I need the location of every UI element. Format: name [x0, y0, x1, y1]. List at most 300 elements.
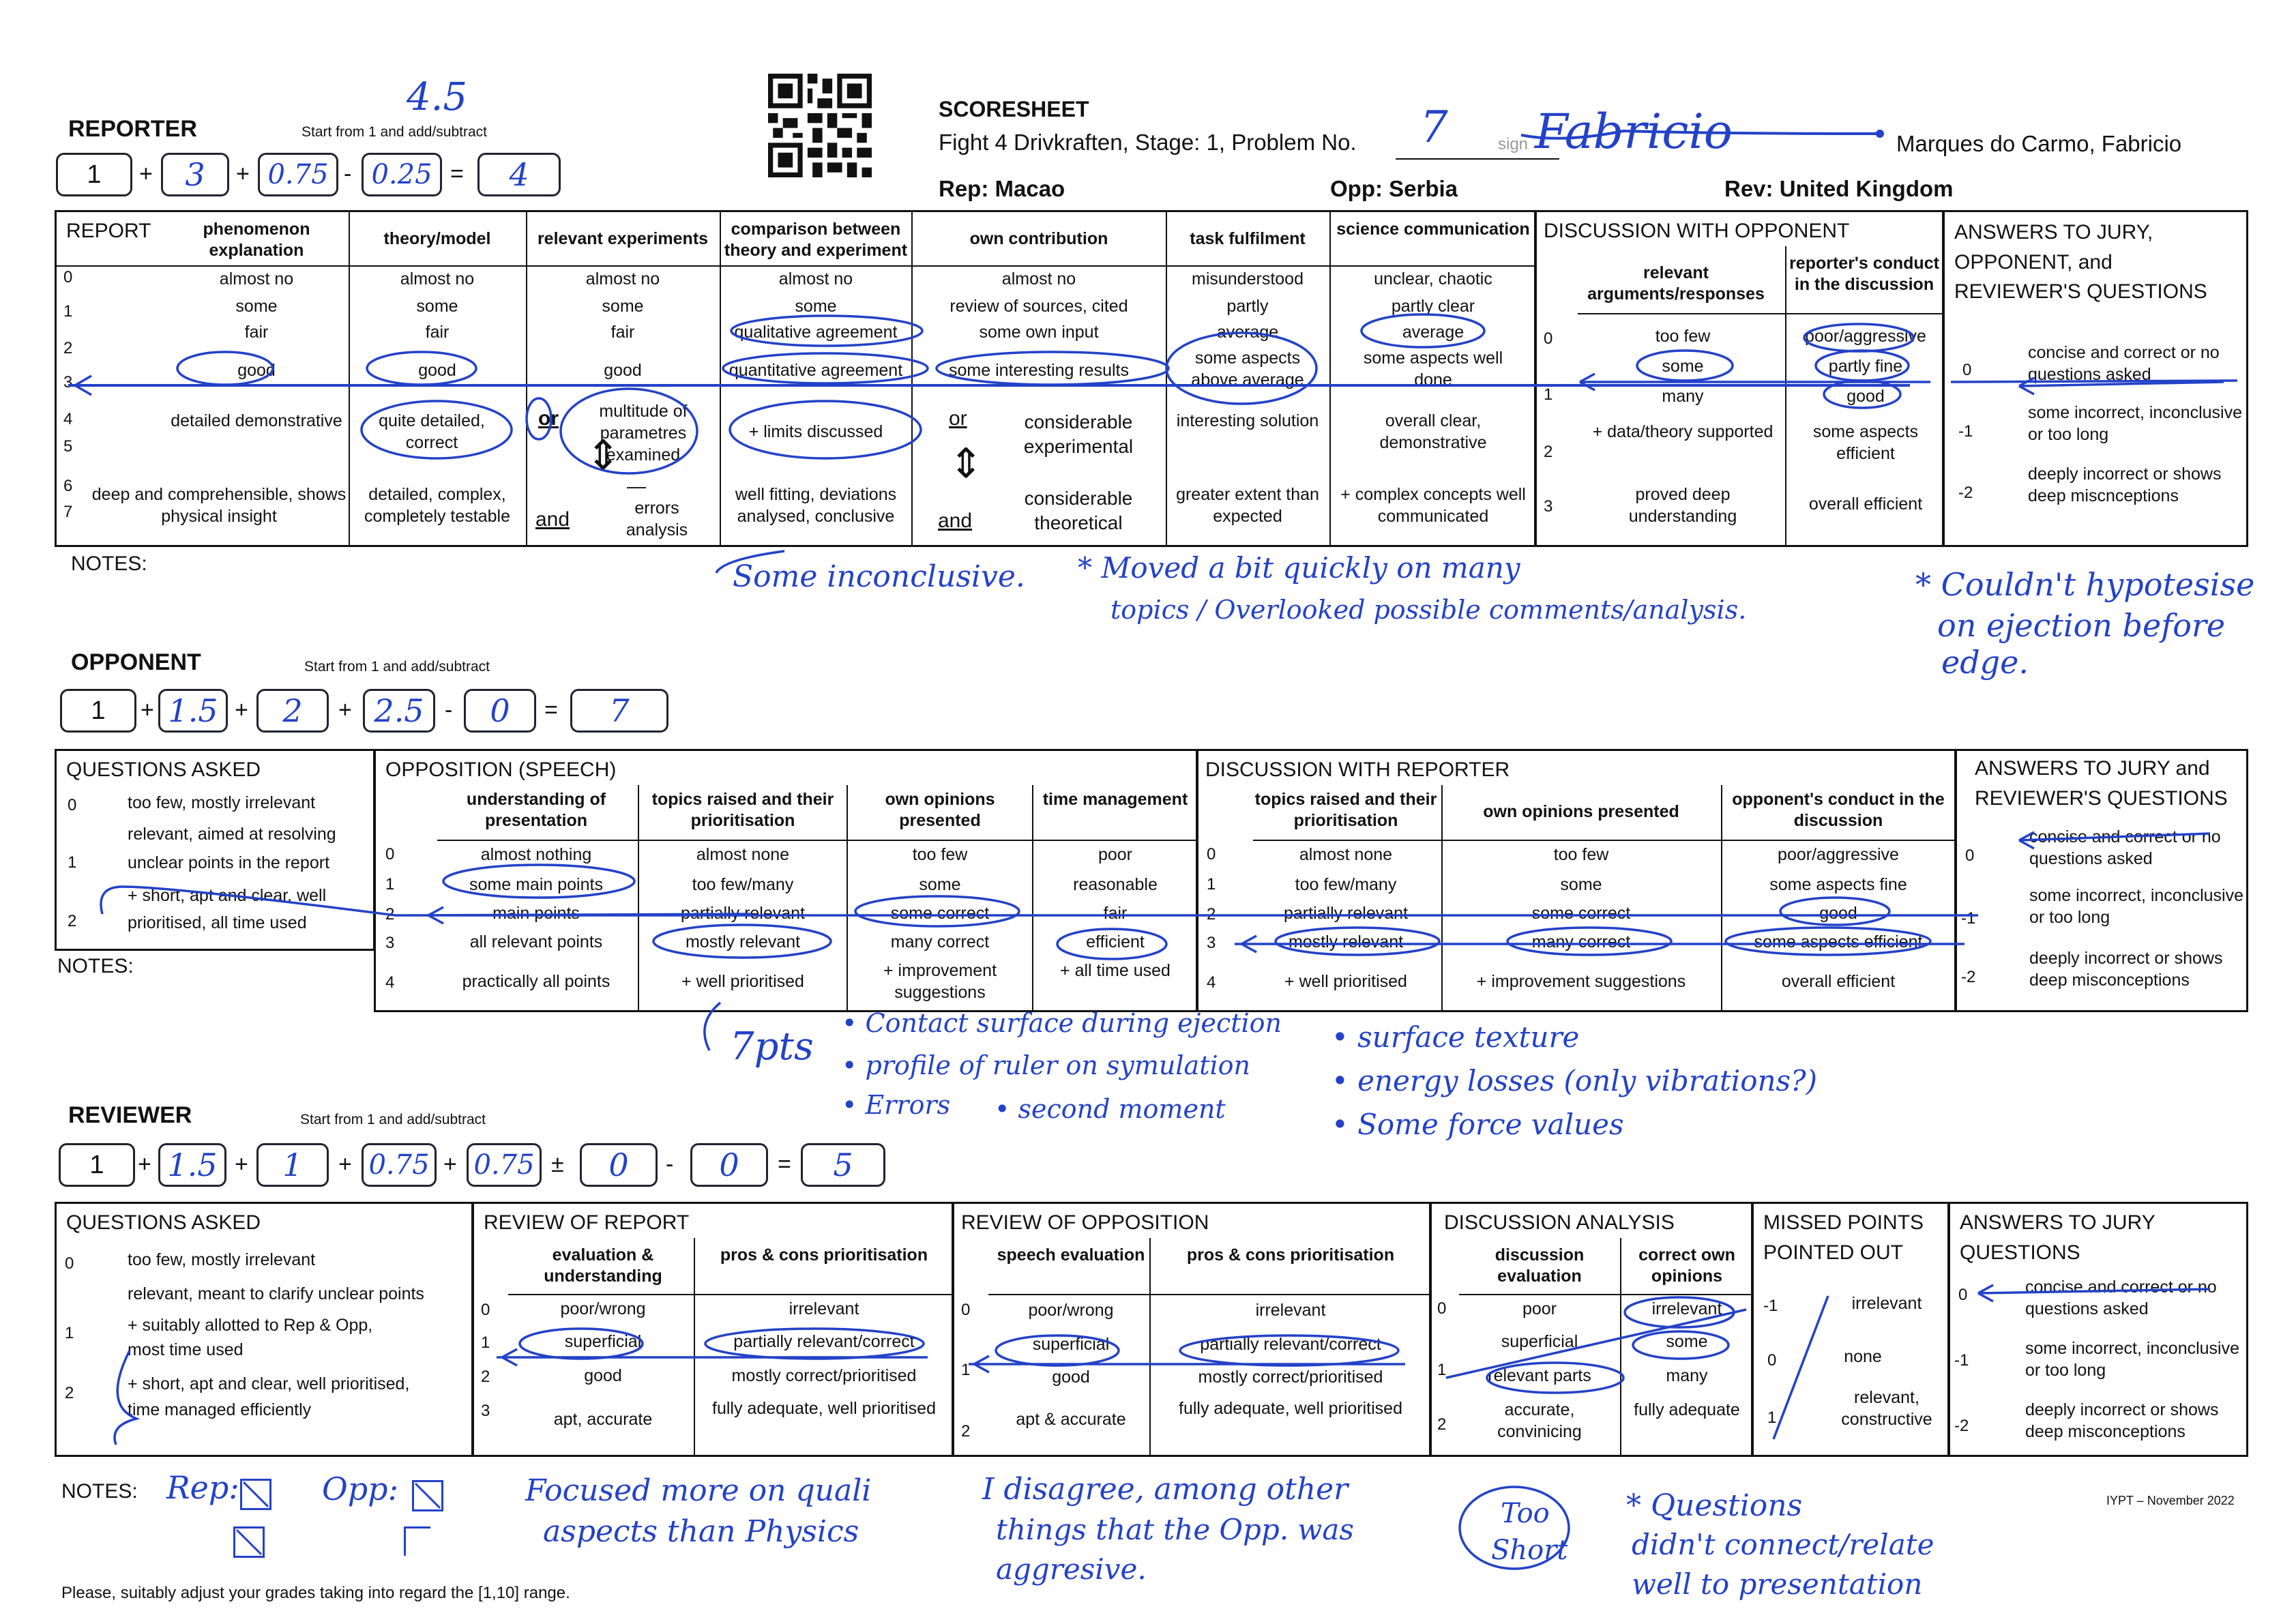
report-cell[interactable]: fair: [425, 323, 450, 342]
col-understanding: understanding of presentation: [466, 790, 606, 831]
reporter-notes-label: NOTES:: [71, 552, 147, 575]
answer-item[interactable]: concise and correct or no questions asked: [2025, 1278, 2217, 1318]
speech-cell[interactable]: reasonable: [1073, 875, 1158, 894]
disc-scale: 0: [1207, 845, 1216, 863]
equals-sign: =: [778, 1151, 791, 1177]
col-science-communication: science communication: [1336, 220, 1530, 239]
col-pros-cons: pros & cons prioritisation: [720, 1245, 928, 1265]
rr-cell[interactable]: poor/wrong: [560, 1299, 646, 1318]
disc-cell[interactable]: some aspects fine: [1769, 875, 1907, 894]
speech-cell[interactable]: + improvement suggestions: [883, 961, 997, 1002]
opp-team: Opp: Serbia: [1330, 176, 1458, 201]
q-score: 0: [68, 796, 77, 814]
disc-cell[interactable]: many: [1662, 387, 1704, 406]
speech-cell[interactable]: too few/many: [692, 875, 794, 894]
disc-scale-0: 0: [1544, 329, 1553, 348]
reviewer-value-box[interactable]: 0.75: [362, 1143, 437, 1187]
ro-cell[interactable]: partially relevant/correct: [1200, 1335, 1381, 1354]
and-label: and: [535, 508, 570, 531]
scale-3: 3: [63, 373, 73, 392]
report-cell[interactable]: average: [1402, 323, 1465, 342]
report-cell[interactable]: well fitting, deviations analysed, conclusive: [735, 485, 897, 526]
question-item[interactable]: relevant, aimed at resolving: [128, 825, 336, 844]
disc-title: DISCUSSION WITH REPORTER: [1205, 758, 1510, 781]
rr-title: REVIEW OF REPORT: [484, 1211, 690, 1234]
report-cell[interactable]: detailed, complex, completely testable: [364, 485, 510, 526]
rr-cell[interactable]: fully adequate, well prioritised: [712, 1399, 936, 1418]
disc-scale-2: 2: [1544, 443, 1553, 461]
reviewer-hw-note: I disagree, among other: [982, 1472, 1349, 1507]
report-cell[interactable]: some: [416, 297, 458, 316]
review-of-opposition-table: [952, 1202, 1431, 1457]
reviewer-hw-note: Too: [1501, 1498, 1550, 1529]
answer-score: -1: [1958, 422, 1973, 441]
da-cell[interactable]: superficial: [1501, 1332, 1578, 1351]
rep-checkbox-2[interactable]: [233, 1526, 265, 1558]
answer-score: -2: [1954, 1417, 1969, 1435]
juror-name: Marques do Carmo, Fabricio: [1896, 131, 2182, 156]
plus-sign: +: [236, 161, 250, 187]
report-cell[interactable]: detailed demonstrative: [171, 411, 342, 430]
reviewer-hint: Start from 1 and add/subtract: [300, 1112, 486, 1127]
questions-title: QUESTIONS ASKED: [66, 1211, 261, 1234]
speech-cell[interactable]: practically all points: [462, 972, 610, 991]
col-topics-raised: topics raised and their prioritisation: [1254, 790, 1437, 831]
opponent-hw-note: • second moment: [995, 1094, 1226, 1124]
missed-points-table: [1752, 1202, 1949, 1457]
problem-number: 7: [1420, 102, 1448, 153]
answer-score: -2: [1958, 484, 1973, 502]
equals-sign: =: [450, 161, 464, 187]
report-cell[interactable]: almost no: [585, 269, 660, 289]
da-scale: 1: [1437, 1361, 1447, 1379]
reviewer-value-box[interactable]: 1: [256, 1143, 329, 1187]
col-relevant-experiments: relevant experiments: [537, 229, 709, 248]
report-cell[interactable]: interesting solution: [1176, 411, 1319, 430]
ro-scale: 2: [961, 1422, 971, 1441]
report-cell[interactable]: some aspects well done: [1363, 349, 1503, 389]
disc-cell[interactable]: some correct: [1531, 904, 1631, 923]
and-label: and: [938, 510, 973, 532]
da-scale: 0: [1437, 1299, 1447, 1318]
speech-cell[interactable]: fair: [1103, 904, 1128, 923]
minus-sign: -: [445, 697, 453, 723]
q-score: 0: [65, 1254, 74, 1273]
opponent-hw-note: • profile of ruler on symulation: [842, 1050, 1250, 1080]
report-cell[interactable]: errors analysis: [625, 499, 688, 540]
rr-scale: 0: [481, 1301, 490, 1319]
reviewer-value-box[interactable]: 0.75: [467, 1143, 542, 1187]
reviewer-hw-note: didn't connect/relate: [1632, 1528, 1934, 1561]
col-own-contribution: own contribution: [969, 229, 1108, 248]
mp-item[interactable]: irrelevant: [1851, 1294, 1922, 1313]
scale-4: 4: [63, 410, 73, 428]
reviewer-value-box[interactable]: 0: [580, 1143, 658, 1187]
scale-5: 5: [63, 437, 73, 456]
answer-score: 0: [1958, 1286, 1968, 1304]
question-item[interactable]: prioritised, all time used: [128, 913, 307, 932]
opponent-start-box: 1: [60, 689, 136, 733]
disc-title: DISCUSSION WITH OPPONENT: [1544, 220, 1850, 242]
q-score: 2: [65, 1384, 74, 1402]
speech-scale: 1: [385, 875, 395, 894]
opponent-speech-table: [374, 749, 1198, 1012]
ro-cell[interactable]: poor/wrong: [1028, 1301, 1114, 1320]
discussion-analysis-table: [1430, 1202, 1753, 1457]
disc-cell[interactable]: too few: [1553, 845, 1609, 864]
speech-cell[interactable]: partially relevant: [680, 904, 806, 923]
report-cell[interactable]: almost no: [400, 269, 475, 289]
da-cell[interactable]: irrelevant: [1651, 1299, 1722, 1318]
disc-cell[interactable]: + well prioritised: [1284, 972, 1407, 991]
reviewer-questions-table: [55, 1202, 473, 1457]
da-title: DISCUSSION ANALYSIS: [1444, 1211, 1675, 1234]
reviewer-hw-note: Short: [1491, 1535, 1568, 1566]
disc-cell[interactable]: good: [1846, 387, 1885, 406]
question-item[interactable]: too few, mostly irrelevant: [128, 793, 316, 812]
speech-scale: 0: [385, 845, 395, 863]
disc-scale-3: 3: [1544, 497, 1553, 516]
report-cell[interactable]: almost no: [1001, 269, 1076, 289]
opponent-notes-label: NOTES:: [57, 955, 134, 977]
signature: Fabricio: [1535, 104, 1733, 160]
answers-title: ANSWERS TO JURY QUESTIONS: [1960, 1211, 2155, 1264]
report-cell[interactable]: fair: [244, 323, 269, 342]
report-cell[interactable]: partly clear: [1391, 297, 1475, 316]
disc-cell[interactable]: almost none: [1299, 845, 1393, 864]
up-down-arrow-icon: ⇕: [949, 441, 984, 486]
col-time-management: time management: [1042, 790, 1188, 809]
reviewer-hw-note: Focused more on quali: [525, 1473, 872, 1508]
question-item[interactable]: too few, mostly irrelevant: [128, 1250, 316, 1269]
opponent-hw-note: • Contact surface during ejection: [842, 1008, 1282, 1038]
col-discussion-evaluation: discussion evaluation: [1495, 1245, 1585, 1286]
col-relevant-arguments: relevant arguments/responses: [1587, 263, 1765, 304]
da-scale: 2: [1437, 1415, 1447, 1434]
reporter-total-box[interactable]: 4: [477, 153, 561, 196]
col-comparison: comparison between theory and experiment: [724, 220, 908, 261]
question-item[interactable]: unclear points in the report: [128, 853, 330, 872]
opponent-value-box[interactable]: 0: [464, 689, 536, 733]
speech-cell[interactable]: some correct: [890, 904, 990, 923]
speech-title: OPPOSITION (SPEECH): [385, 758, 617, 781]
disc-cell[interactable]: + data/theory supported: [1592, 422, 1773, 441]
da-cell[interactable]: some: [1666, 1332, 1708, 1351]
questions-title: QUESTIONS ASKED: [66, 758, 261, 781]
ro-title: REVIEW OF OPPOSITION: [961, 1211, 1209, 1234]
report-cell[interactable]: multitude of parametres examined: [599, 402, 688, 464]
sheet-title: SCORESHEET: [939, 97, 1089, 121]
reporter-value-box[interactable]: 0.75: [258, 153, 338, 196]
reporter-hw-note: on ejection before: [1937, 607, 2226, 644]
speech-cell[interactable]: poor: [1098, 845, 1133, 864]
question-item[interactable]: + short, apt and clear, well: [128, 886, 327, 905]
report-cell[interactable]: quantitative agreement: [728, 361, 903, 380]
speech-cell[interactable]: some: [919, 875, 961, 894]
opponent-hw-note: 7pts: [730, 1024, 814, 1069]
reviewer-hw-note: * Questions: [1626, 1488, 1803, 1523]
reporter-label: REPORTER: [68, 116, 197, 142]
opponent-answers-table: [1955, 749, 2248, 1012]
answer-item[interactable]: deeply incorrect or shows deep misconceptions: [2029, 949, 2223, 990]
disc-cell[interactable]: some: [1560, 875, 1602, 894]
scale-6: 6: [63, 477, 73, 495]
da-cell[interactable]: many: [1666, 1366, 1708, 1385]
reviewer-label: REVIEWER: [68, 1102, 192, 1128]
speech-cell[interactable]: efficient: [1086, 932, 1145, 951]
disc-scale-1: 1: [1544, 385, 1553, 404]
fight-line: Fight 4 Drivkraften, Stage: 1, Problem No.: [939, 130, 1357, 155]
speech-cell[interactable]: many correct: [890, 932, 990, 951]
report-cell[interactable]: good: [418, 361, 456, 380]
report-cell[interactable]: review of sources, cited: [950, 297, 1128, 316]
reviewer-hw-note: Opp:: [322, 1471, 399, 1507]
report-cell[interactable]: + complex concepts well communicated: [1340, 485, 1526, 526]
minus-sign: -: [666, 1151, 674, 1177]
disc-cell[interactable]: good: [1819, 904, 1857, 923]
report-cell[interactable]: considerable theoretical: [1024, 488, 1133, 533]
question-item[interactable]: time managed efficiently: [128, 1400, 312, 1419]
report-cell[interactable]: almost no: [219, 269, 294, 289]
reviewer-hw-note: aspects than Physics: [543, 1514, 859, 1549]
report-cell[interactable]: some: [795, 297, 837, 316]
speech-scale: 4: [385, 973, 395, 992]
opponent-value-box[interactable]: 1.5: [158, 689, 228, 733]
disc-scale: 2: [1207, 905, 1216, 924]
da-cell[interactable]: poor: [1522, 1299, 1557, 1318]
mp-score: 1: [1767, 1408, 1777, 1427]
disc-cell[interactable]: overall efficient: [1808, 494, 1923, 514]
answers-title: ANSWERS TO JURY, OPPONENT, and REVIEWER'S QUESTIONS: [1954, 221, 2207, 303]
col-evaluation: evaluation & understanding: [544, 1245, 662, 1286]
col-phenomenon-explanation: phenomenon explanation: [203, 220, 310, 261]
disc-cell[interactable]: some aspects efficient: [1812, 422, 1919, 463]
reporter-hw-note: Some inconclusive.: [733, 559, 1025, 594]
ro-cell[interactable]: superficial: [1032, 1335, 1110, 1354]
speech-cell[interactable]: too few: [912, 845, 968, 864]
report-cell[interactable]: some interesting results: [948, 361, 1129, 380]
reporter-hw-top: 4.5: [407, 75, 468, 119]
rr-cell[interactable]: superficial: [564, 1332, 642, 1351]
da-cell[interactable]: accurate, convinicing: [1497, 1400, 1582, 1441]
ro-cell[interactable]: irrelevant: [1255, 1301, 1326, 1320]
reporter-answers-table: [1943, 210, 2248, 547]
reviewer-start-box: 1: [59, 1143, 135, 1187]
rep-checkbox-1[interactable]: [240, 1479, 271, 1510]
question-item[interactable]: relevant, meant to clarify unclear points: [128, 1284, 424, 1303]
report-cell[interactable]: average: [1216, 323, 1279, 342]
opponent-questions-table: [55, 749, 375, 951]
mp-score: -1: [1763, 1297, 1778, 1315]
mp-item[interactable]: relevant, constructive: [1841, 1388, 1932, 1429]
da-cell[interactable]: fully adequate: [1634, 1400, 1740, 1419]
reporter-hw-note: * Moved a bit quickly on many: [1078, 551, 1520, 585]
rr-scale: 3: [481, 1402, 490, 1420]
equals-sign: =: [544, 697, 558, 723]
footer-note: Please, suitably adjust your grades taking into regard the [1,10] range.: [61, 1584, 570, 1602]
speech-scale: 2: [385, 905, 395, 924]
reporter-value-box[interactable]: 0.25: [362, 153, 442, 196]
ro-cell[interactable]: good: [1052, 1368, 1090, 1387]
answer-item[interactable]: deeply incorrect or shows deep misconceptions: [2025, 1400, 2219, 1441]
report-cell[interactable]: good: [604, 361, 642, 380]
col-opponent-conduct: opponent's conduct in the discussion: [1732, 790, 1945, 831]
disc-cell[interactable]: proved deep understanding: [1628, 485, 1737, 526]
col-speech-evaluation: speech evaluation: [997, 1245, 1145, 1265]
col-reporter-conduct: reporter's conduct in the discussion: [1789, 254, 1939, 295]
rev-team: Rev: United Kingdom: [1724, 176, 1954, 201]
col-topics-raised: topics raised and their prioritisation: [651, 790, 834, 831]
ro-cell[interactable]: fully adequate, well prioritised: [1179, 1399, 1402, 1418]
rr-cell[interactable]: good: [584, 1366, 622, 1385]
answer-item[interactable]: concise and correct or no questions asked: [2029, 827, 2221, 868]
plus-sign: +: [443, 1151, 457, 1177]
reporter-report-table: [55, 210, 1536, 547]
answer-item[interactable]: some incorrect, inconclusive or too long: [2025, 1339, 2240, 1380]
rep-team: Rep: Macao: [939, 176, 1065, 201]
reporter-value-box[interactable]: 3: [161, 153, 229, 196]
reviewer-value-box[interactable]: 1.5: [158, 1143, 226, 1187]
disc-cell[interactable]: + improvement suggestions: [1476, 972, 1686, 991]
disc-cell[interactable]: many correct: [1531, 932, 1631, 951]
speech-cell[interactable]: all relevant points: [469, 932, 603, 951]
reporter-start-box: 1: [56, 153, 132, 196]
reporter-discussion-table: [1535, 210, 1944, 547]
opp-checkbox-1[interactable]: [412, 1480, 443, 1511]
question-item[interactable]: most time used: [128, 1340, 244, 1359]
col-pros-cons: pros & cons prioritisation: [1186, 1245, 1395, 1265]
question-item[interactable]: + short, apt and clear, well prioritised,: [128, 1374, 410, 1393]
report-cell[interactable]: overall clear, demonstrative: [1379, 411, 1487, 452]
answer-item[interactable]: some incorrect, inconclusive or too long: [2029, 886, 2244, 927]
disc-cell[interactable]: too few: [1655, 327, 1711, 346]
disc-cell[interactable]: overall efficient: [1781, 972, 1896, 991]
scale-2: 2: [63, 339, 73, 357]
opponent-total-box[interactable]: 7: [570, 689, 668, 733]
report-cell[interactable]: misunderstood: [1192, 269, 1304, 289]
plus-sign: +: [235, 1151, 248, 1177]
disc-scale: 4: [1207, 973, 1216, 992]
ro-scale: 0: [961, 1301, 971, 1319]
opponent-hw-note: • energy losses (only vibrations?): [1331, 1064, 1818, 1097]
disc-cell[interactable]: partially relevant: [1283, 904, 1409, 923]
report-cell[interactable]: some own input: [979, 323, 1099, 342]
speech-cell[interactable]: almost none: [696, 845, 790, 864]
opponent-label: OPPONENT: [71, 649, 201, 675]
minus-sign: -: [344, 161, 352, 187]
opponent-hint: Start from 1 and add/subtract: [304, 659, 490, 675]
answer-score: -1: [1954, 1351, 1969, 1370]
report-cell[interactable]: some: [235, 297, 278, 316]
speech-cell[interactable]: some main points: [469, 875, 603, 894]
disc-cell[interactable]: partly fine: [1828, 357, 1903, 376]
speech-cell[interactable]: mostly relevant: [685, 932, 801, 951]
disc-cell[interactable]: poor/aggressive: [1778, 845, 1899, 864]
reviewer-hw-note: well to presentation: [1632, 1567, 1923, 1601]
report-cell[interactable]: quite detailed, correct: [379, 411, 485, 452]
report-cell[interactable]: qualitative agreement: [734, 323, 898, 342]
mp-score: 0: [1767, 1351, 1777, 1370]
report-cell[interactable]: fair: [610, 323, 635, 342]
speech-cell[interactable]: + well prioritised: [681, 972, 804, 991]
disc-cell[interactable]: some aspects efficient: [1754, 932, 1923, 951]
mp-title: MISSED POINTS POINTED OUT: [1763, 1211, 1924, 1264]
review-of-report-table: [472, 1202, 954, 1457]
report-cell[interactable]: partly: [1226, 297, 1269, 316]
rr-cell[interactable]: partially relevant/correct: [733, 1332, 915, 1351]
reviewer-notes-label: NOTES:: [61, 1480, 138, 1503]
opp-checkbox-2[interactable]: [404, 1526, 430, 1556]
speech-cell[interactable]: + all time used: [1060, 961, 1171, 980]
question-item[interactable]: + suitably allotted to Rep & Opp,: [128, 1316, 373, 1335]
opponent-hw-note: • Errors: [842, 1090, 951, 1120]
ro-scale: 1: [961, 1361, 971, 1379]
disc-cell[interactable]: too few/many: [1295, 875, 1397, 894]
mp-item[interactable]: none: [1844, 1347, 1882, 1366]
rr-cell[interactable]: irrelevant: [789, 1299, 859, 1318]
footer-version: IYPT – November 2022: [2106, 1494, 2235, 1507]
report-cell[interactable]: considerable experimental: [1023, 411, 1134, 457]
disc-scale: 1: [1207, 875, 1216, 894]
rr-cell[interactable]: mostly correct/prioritised: [731, 1366, 917, 1385]
report-cell[interactable]: good: [237, 361, 276, 380]
answer-item[interactable]: some incorrect, inconclusive or too long: [2028, 403, 2243, 444]
up-down-arrow-icon: ⇕: [586, 432, 621, 478]
reviewer-answers-table: [1948, 1202, 2248, 1457]
disc-cell[interactable]: some: [1662, 357, 1704, 376]
disc-cell[interactable]: poor/aggressive: [1805, 327, 1926, 346]
reviewer-total-box[interactable]: 5: [801, 1143, 885, 1187]
rr-cell[interactable]: apt, accurate: [553, 1410, 653, 1429]
answer-score: 0: [1965, 846, 1975, 865]
answer-score: -1: [1961, 909, 1976, 928]
speech-cell[interactable]: main points: [492, 904, 580, 923]
answer-item[interactable]: deeply incorrect or shows deep miscnceptions: [2028, 464, 2222, 505]
answer-score: -2: [1961, 968, 1976, 986]
disc-cell[interactable]: mostly relevant: [1288, 932, 1404, 951]
opponent-discussion-table: [1196, 749, 1956, 1012]
opponent-value-box[interactable]: 2: [256, 689, 329, 733]
ro-cell[interactable]: apt & accurate: [1016, 1410, 1126, 1429]
or-label: or: [538, 407, 559, 430]
reporter-hw-note: * Couldn't hypotesise: [1915, 566, 2255, 603]
reporter-hint: Start from 1 and add/subtract: [301, 124, 487, 140]
report-cell[interactable]: some aspects above average: [1191, 349, 1304, 389]
disc-scale: 3: [1207, 934, 1216, 952]
report-cell[interactable]: almost no: [778, 269, 853, 289]
q-score: 1: [65, 1324, 74, 1342]
col-correct-opinions: correct own opinions: [1638, 1245, 1735, 1286]
opponent-value-box[interactable]: 2.5: [363, 689, 435, 733]
reviewer-hw-note: things that the Opp. was: [996, 1513, 1354, 1546]
opponent-hw-note: • Some force values: [1331, 1108, 1624, 1141]
speech-cell[interactable]: almost nothing: [480, 845, 592, 864]
report-cell[interactable]: deep and comprehensible, shows physical insight: [91, 485, 347, 526]
scale-7: 7: [63, 503, 73, 521]
reviewer-value-box[interactable]: 0: [690, 1143, 768, 1187]
ro-cell[interactable]: mostly correct/prioritised: [1198, 1368, 1383, 1387]
report-cell[interactable]: unclear, chaotic: [1374, 269, 1492, 289]
sign-label: sign: [1498, 135, 1529, 153]
scale-0: 0: [63, 268, 73, 286]
report-cell[interactable]: some: [602, 297, 644, 316]
answer-item[interactable]: concise and correct or no questions asked: [2028, 343, 2220, 384]
da-cell[interactable]: relevant parts: [1488, 1366, 1591, 1385]
rr-scale: 1: [481, 1333, 490, 1352]
report-cell[interactable]: greater extent than expected: [1176, 485, 1319, 526]
col-task-fulfilment: task fulfilment: [1190, 229, 1306, 248]
report-cell[interactable]: + limits discussed: [748, 422, 883, 441]
